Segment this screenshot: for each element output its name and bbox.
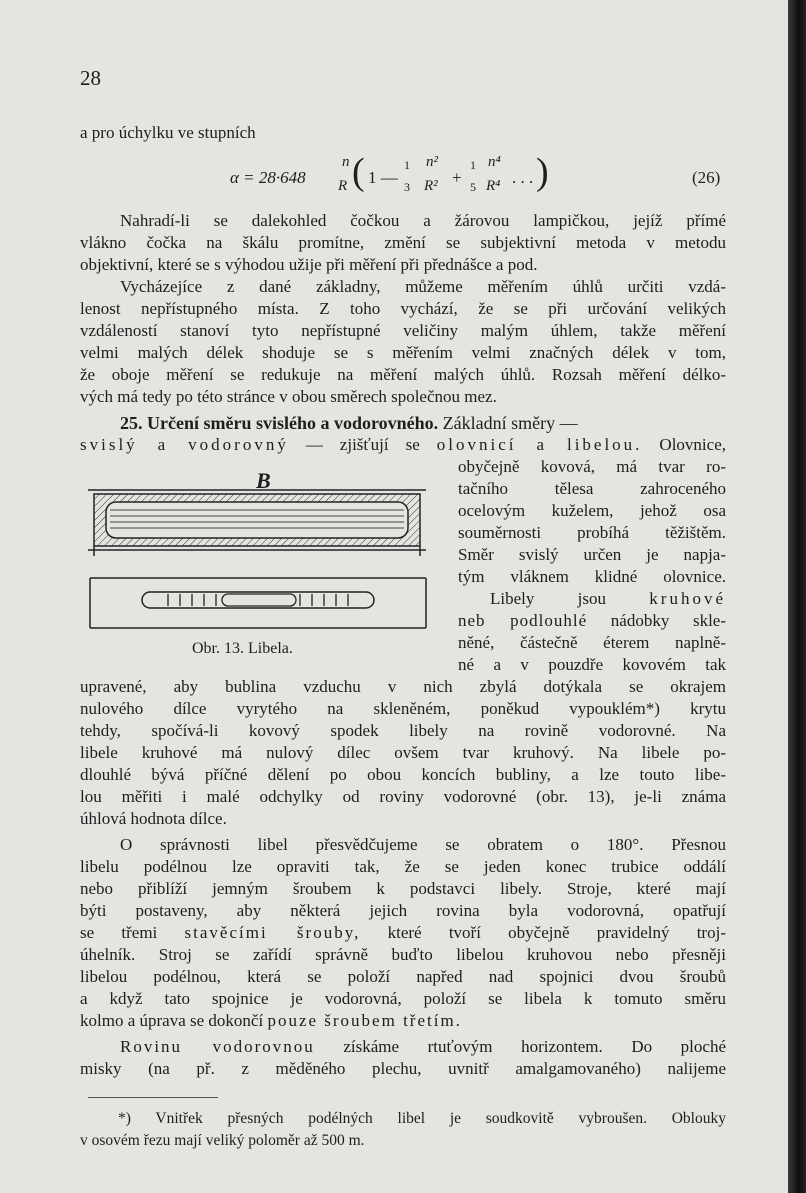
- para4-line-5: [80, 922, 726, 944]
- para3-line-6: lou měřiti i malé odchylky od roviny vodorovné (obr. 13), je-li známa: [80, 787, 726, 806]
- footnote-rule: [88, 1097, 218, 1098]
- para4-line-1: O správnosti libel přesvědčujeme se obratem o 180°. Přesnou: [120, 835, 726, 854]
- para3-line-3: tehdy, spočívá-li kovový spodek libely na rovině vodorovné. Na: [80, 721, 726, 740]
- para1-line-1: Nahradí-li se dalekohled čočkou a žárovou lampičkou, jejíž přímé: [120, 211, 726, 230]
- formula-c1-num: 1: [404, 158, 410, 172]
- para4-line-8: a když tato spojnice je vodorovná, položí se libela k tomuto směru: [80, 989, 726, 1008]
- para2-line-3: vzdáleností stanoví tyto nepřístupné veličiny malým úhlem, takže měření: [80, 321, 726, 340]
- para2-line-4: velmi malých délek shoduje se s měřením velmi značných délek v tom,: [80, 343, 726, 362]
- formula-c1-den: 3: [404, 180, 410, 194]
- footnote-line-2: v osovém řezu mají veliký poloměr až 500 m.: [80, 1132, 365, 1149]
- para5-line-2: misky (na př. z měděného plechu, uvnitř amalgamovaného) nalijeme: [80, 1059, 726, 1078]
- para2-line-6: vých má tedy po této stránce v obou směrech společnou mez.: [80, 387, 497, 406]
- para3-line-1: upravené, aby bublina vzduchu v nich zbylá dotýkala se okrajem: [80, 677, 726, 696]
- equation-number: (26): [692, 168, 721, 187]
- figure-label-b: B: [256, 468, 271, 493]
- figure-13-libela: [88, 470, 433, 660]
- formula-c2-num: 1: [470, 158, 476, 172]
- formula-dots: . . .: [512, 168, 534, 187]
- libely-spaced: kruhové: [649, 589, 726, 608]
- para4-l9-pre: kolmo a úprava se dokončí: [80, 1011, 268, 1030]
- para3-line-4: libele kruhové má nulový dílec ovšem tvar kruhový. Na libele po-: [80, 743, 726, 762]
- wrap-line-1: obyčejně kovová, má tvar ro-: [458, 457, 726, 476]
- section-mid: — zjišťují se: [305, 435, 420, 454]
- wrap-line-4: souměrnosti probíhá těžištěm.: [458, 523, 726, 542]
- wrap-line-7: [490, 588, 726, 610]
- para1-line-2: vlákno čočka na škálu promítne, změní se subjektivní metoda v metodu: [80, 233, 726, 252]
- section-number: 25.: [120, 413, 143, 433]
- book-spine-shadow: [788, 0, 806, 1193]
- para3-line-5: dlouhlé bývá příčné dělení po obou koncích bubliny, a lze touto libe-: [80, 765, 726, 784]
- formula-frac1-num: n: [342, 154, 350, 170]
- libela-drawing: [88, 470, 433, 660]
- figure-caption: Obr. 13. Libela.: [192, 640, 293, 657]
- section-line-2: [80, 434, 726, 456]
- para4-l5-spaced: stavěcími šrouby,: [184, 923, 361, 942]
- formula-bracket-close: ): [536, 151, 549, 193]
- formula-c2-den: 5: [470, 180, 476, 194]
- wrap-line-3: ocelovým kuželem, jehož osa: [458, 501, 726, 520]
- formula-plus: +: [452, 168, 462, 187]
- libely-start: Libely jsou: [490, 589, 606, 608]
- para4-line-3: nebo přiblíží jemným šroubem k podstavci libely. Stroje, které mají: [80, 879, 726, 898]
- glass-tube: [106, 502, 408, 538]
- para4-l5-pre: se třemi: [80, 923, 185, 942]
- para5-rest-1: získáme rtuťovým horizontem. Do ploché: [343, 1037, 726, 1056]
- para4-line-2: libelu podélnou lze opraviti tak, že se jeden konec trubice oddálí: [80, 857, 726, 876]
- para4-l5-post: které tvoří obyčejně pravidelný troj-: [387, 923, 726, 942]
- para4-l9-spaced: pouze šroubem třetím.: [267, 1011, 462, 1030]
- section-line1-rest: Základní směry —: [442, 413, 578, 433]
- wrap-line-2: tačního tělesa zahroceného: [458, 479, 726, 498]
- wrap2-rest-1: nádobky skle-: [610, 611, 726, 630]
- para4-line-4: býti postaveny, aby některá jejich rovina byla vodorovná, opatřují: [80, 901, 726, 920]
- formula-t1-den: R²: [424, 178, 438, 194]
- formula-t2-den: R⁴: [486, 178, 501, 194]
- section-spaced-2: olovnicí a libelou.: [436, 435, 643, 454]
- para5-spaced: Rovinu vodorovnou: [120, 1037, 315, 1056]
- para2-line-2: lenost nepřístupného místa. Z toho vychází, že se při určování velikých: [80, 299, 726, 318]
- wrap-line-10: né a v pouzdře kovovém tak: [458, 655, 726, 674]
- para5-line-1: [120, 1036, 726, 1058]
- air-bubble: [222, 594, 296, 606]
- para4-line-7: libelou podélnou, která se položí napřed nad spojnici dvou šroubů: [80, 967, 726, 986]
- wrap-line-5: Směr svislý určen je napja-: [458, 545, 726, 564]
- formula-t2-num: n⁴: [488, 154, 501, 170]
- section-spaced-1: svislý a vodorovný: [80, 435, 289, 454]
- formula-bracket-open: (: [352, 151, 365, 193]
- wrap-line-9: něné, částečně éterem naplně-: [458, 633, 726, 652]
- formula-frac1-den: R: [338, 178, 348, 194]
- para4-line-6: úhelník. Stroj se zařídí správně buďto libelou kruhovou nebo přesněji: [80, 945, 726, 964]
- intro-line: a pro úchylku ve stupních: [80, 123, 256, 142]
- formula-lhs: α = 28·648: [230, 168, 306, 187]
- para3-line-7: úhlová hodnota dílce.: [80, 809, 227, 828]
- wrap-line-6: tým vláknem klidné olovnice.: [458, 567, 726, 586]
- footnote-line-1: *) Vnitřek přesných podélných libel je soudkovitě vybroušen. Oblouky: [118, 1110, 726, 1127]
- para1-line-3: objektivní, které se s výhodou užije při měření při přednášce a pod.: [80, 255, 538, 274]
- section-end: Olovnice,: [659, 435, 726, 454]
- formula-t1-num: n²: [426, 154, 438, 170]
- formula-term1: 1 —: [368, 168, 398, 187]
- para4-line-9: [80, 1010, 462, 1032]
- wrap2-spaced-1: neb podlouhlé: [458, 611, 588, 630]
- section-heading-line: [120, 412, 578, 434]
- para2-line-5: že oboje měření se redukuje na měření malých úhlů. Rozsah měření délko-: [80, 365, 726, 384]
- section-title: Určení směru svislého a vodorovného.: [147, 413, 439, 433]
- para3-line-2: nulového dílce vyrytého na skleněném, poněkud vypouklém*) krytu: [80, 699, 726, 718]
- para2-line-1: Vycházejíce z dané základny, můžeme měřením úhlů určiti vzdá-: [120, 277, 726, 296]
- page-number: 28: [80, 66, 101, 90]
- wrap-line-8: [458, 610, 726, 632]
